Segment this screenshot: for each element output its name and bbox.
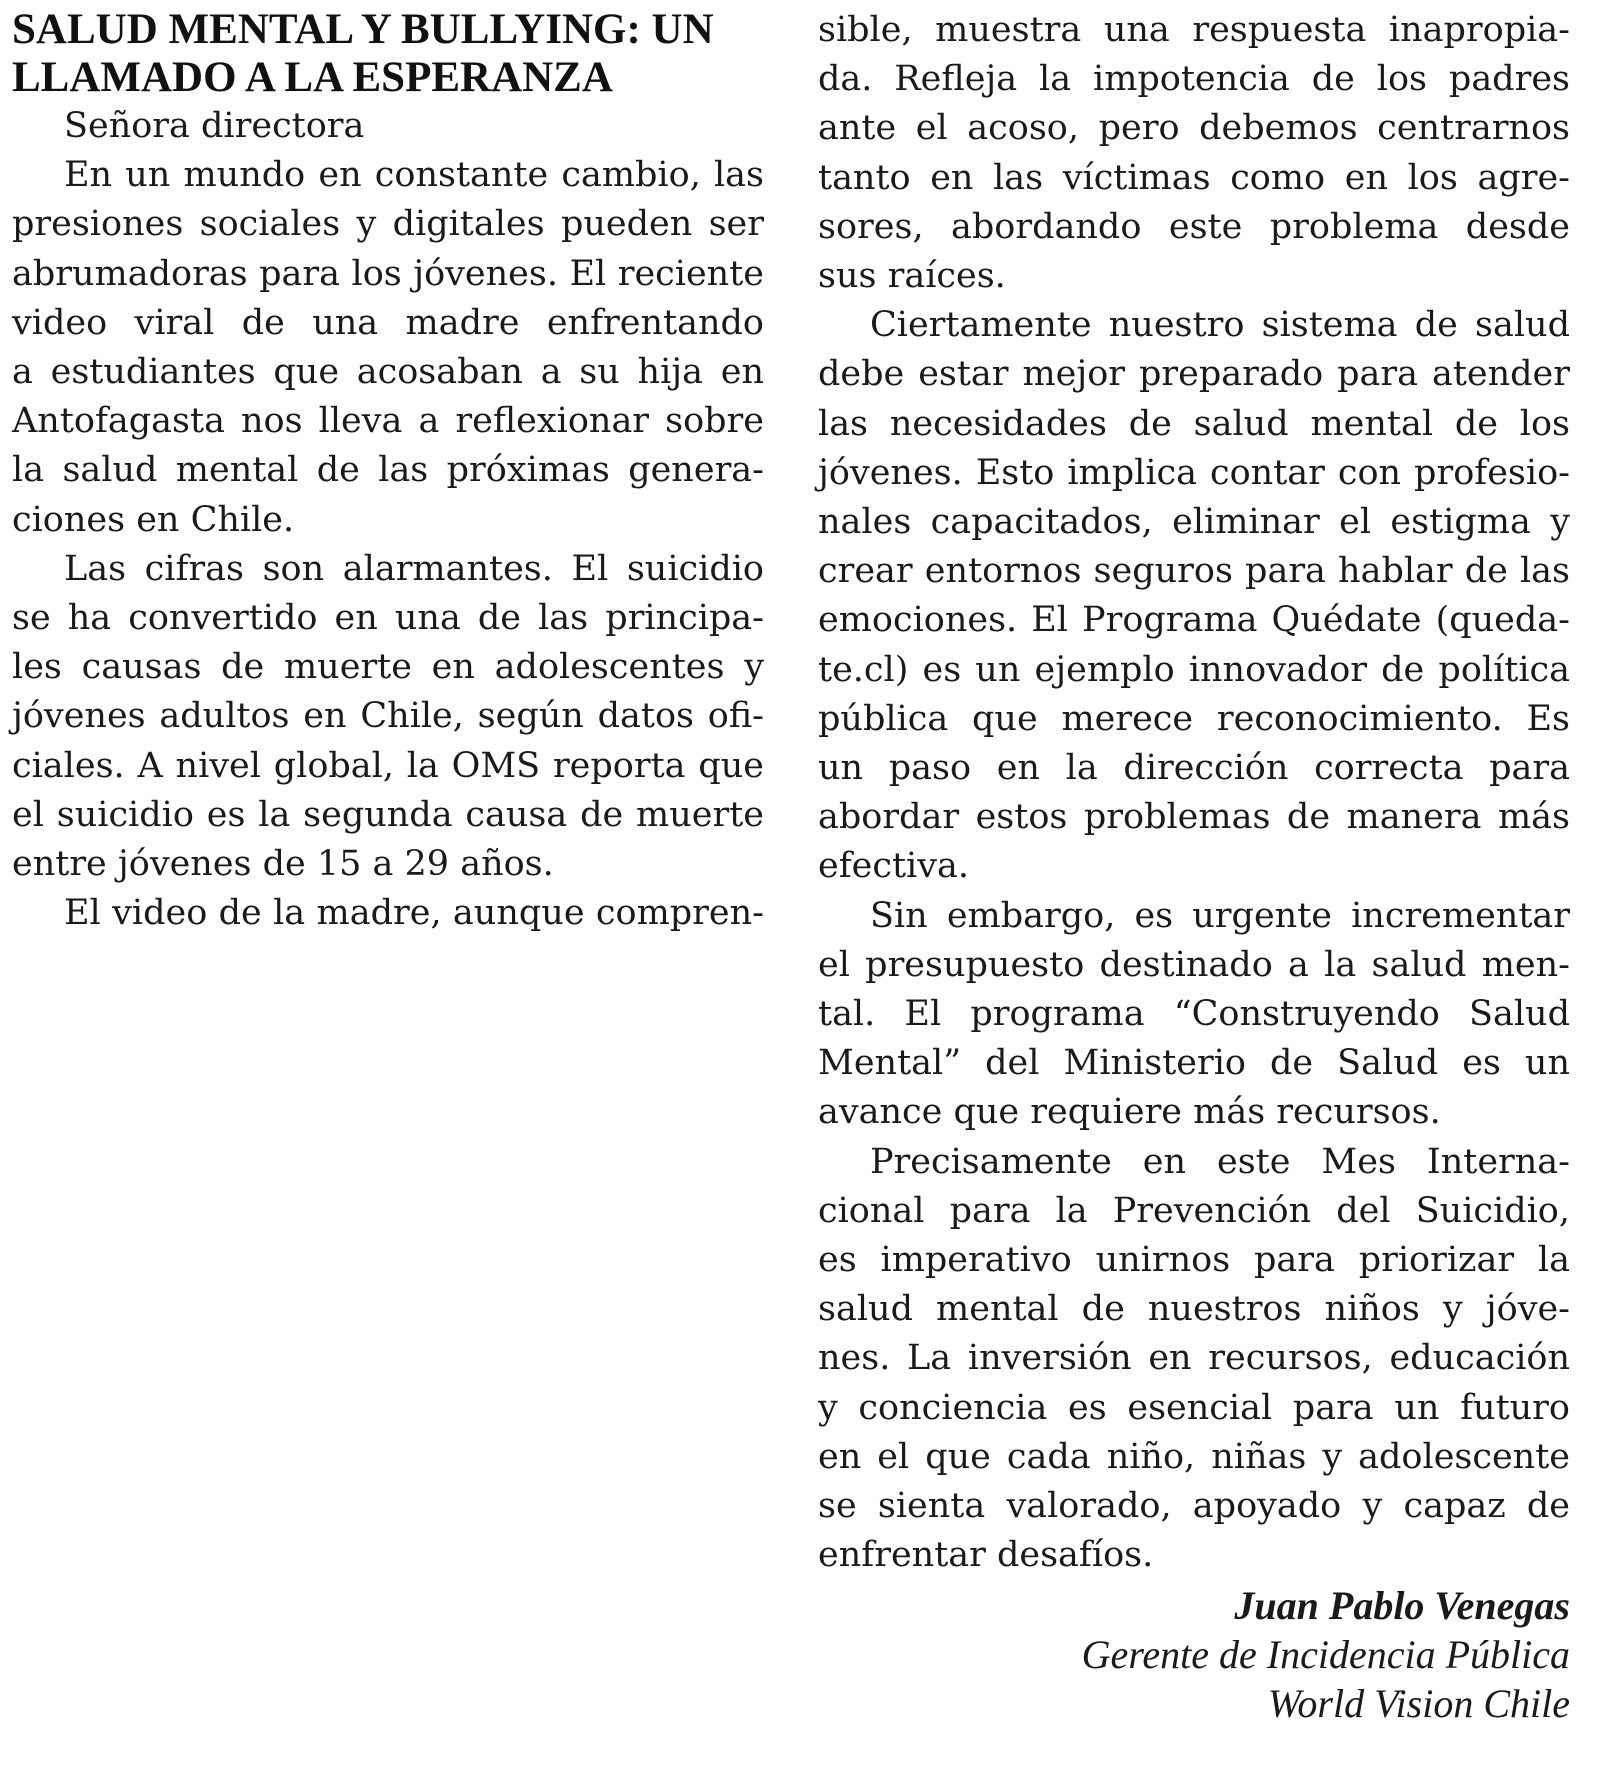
- body-paragraph: [818, 301, 1570, 891]
- paragraph-line: te.cl) es un ejemplo innovador de política: [818, 649, 1570, 690]
- paragraph-line: presiones sociales y digitales pueden ser: [12, 204, 764, 245]
- paragraph-line: jóvenes. Esto implica contar con profesio-: [818, 452, 1570, 493]
- paragraph-line: entre jóvenes de 15 a 29 años.: [12, 844, 554, 885]
- paragraph-line: crear entornos seguros para hablar de las: [818, 551, 1570, 592]
- paragraph-line: y conciencia es esencial para un futuro: [818, 1387, 1570, 1428]
- paragraph-line: ciones en Chile.: [12, 499, 295, 540]
- body-paragraph: [818, 892, 1570, 1138]
- signature-organization: World Vision Chile: [1267, 1680, 1570, 1726]
- paragraph-line: Sin embargo, es urgente incrementar: [870, 895, 1570, 936]
- right-column-body: [818, 6, 1570, 1581]
- paragraph-line: jóvenes adultos en Chile, según datos ofi-: [12, 696, 764, 737]
- paragraph-line: sus raíces.: [818, 256, 1006, 297]
- paragraph-line: tal. El programa “Construyendo Salud: [818, 994, 1570, 1035]
- body-paragraph: [12, 151, 764, 545]
- paragraph-line: efectiva.: [818, 846, 970, 887]
- headline-line: SALUD MENTAL Y BULLYING: UN: [12, 6, 714, 53]
- signature-name: Juan Pablo Venegas: [1234, 1582, 1570, 1628]
- salutation-text: Señora directora: [64, 106, 365, 146]
- paragraph-line: abordar estos problemas de manera más: [818, 797, 1570, 838]
- body-paragraph: [12, 545, 764, 889]
- right-column: [818, 6, 1570, 1728]
- paragraph-line: les causas de muerte en adolescentes y: [12, 647, 764, 688]
- paragraph-line: emociones. El Programa Quédate (queda-: [818, 600, 1570, 641]
- body-paragraph: [818, 1138, 1570, 1581]
- paragraph-line: Las cifras son alarmantes. El suicidio: [64, 548, 764, 589]
- salutation: [12, 102, 764, 151]
- paragraph-line: pública que merece reconocimiento. Es: [818, 698, 1570, 739]
- body-paragraph: [12, 889, 764, 938]
- paragraph-line: El video de la madre, aunque compren-: [64, 893, 764, 934]
- paragraph-line: se sienta valorado, apoyado y capaz de: [818, 1486, 1570, 1527]
- paragraph-line: Antofagasta nos lleva a reflexionar sobre: [12, 401, 764, 442]
- paragraph-line: tanto en las víctimas como en los agre-: [818, 157, 1570, 198]
- paragraph-line: abrumadoras para los jóvenes. El reciente: [12, 253, 764, 294]
- paragraph-line: Precisamente en este Mes Interna-: [870, 1141, 1570, 1182]
- paragraph-line: Mental” del Ministerio de Salud es un: [818, 1043, 1570, 1084]
- paragraph-line: enfrentar desafíos.: [818, 1535, 1154, 1576]
- paragraph-line: da. Refleja la impotencia de los padres: [818, 59, 1570, 100]
- left-column: [12, 6, 764, 938]
- paragraph-line: ante el acoso, pero debemos centrarnos: [818, 108, 1570, 149]
- paragraph-line: sible, muestra una respuesta inapropia-: [818, 10, 1570, 50]
- body-paragraph: [818, 6, 1570, 301]
- paragraph-line: es imperativo unirnos para priorizar la: [818, 1240, 1570, 1281]
- letter-headline: [12, 6, 764, 102]
- paragraph-line: se ha convertido en una de las principa-: [12, 598, 764, 639]
- paragraph-line: sores, abordando este problema desde: [818, 206, 1570, 247]
- paragraph-line: el suicidio es la segunda causa de muerte: [12, 794, 764, 835]
- paragraph-line: el presupuesto destinado a la salud men-: [818, 944, 1570, 985]
- left-column-body: [12, 151, 764, 938]
- paragraph-line: salud mental de nuestros niños y jóve-: [818, 1289, 1570, 1330]
- paragraph-line: nales capacitados, eliminar el estigma y: [818, 502, 1570, 543]
- paragraph-line: ciales. A nivel global, la OMS reporta que: [12, 745, 764, 786]
- paragraph-line: cional para la Prevención del Suicidio,: [818, 1190, 1570, 1231]
- paragraph-line: debe estar mejor preparado para atender: [818, 354, 1570, 395]
- paragraph-line: video viral de una madre enfrentando: [12, 302, 764, 343]
- signature-block: [818, 1581, 1570, 1728]
- paragraph-line: un paso en la dirección correcta para: [818, 748, 1570, 789]
- paragraph-line: las necesidades de salud mental de los: [818, 403, 1570, 444]
- headline-line: LLAMADO A LA ESPERANZA: [12, 54, 613, 101]
- paragraph-line: la salud mental de las próximas genera-: [12, 450, 764, 491]
- paragraph-line: Ciertamente nuestro sistema de salud: [870, 305, 1570, 346]
- signature-role: Gerente de Incidencia Pública: [1081, 1631, 1570, 1677]
- paragraph-line: En un mundo en constante cambio, las: [64, 155, 764, 196]
- paragraph-line: avance que requiere más recursos.: [818, 1092, 1441, 1133]
- paragraph-line: a estudiantes que acosaban a su hija en: [12, 352, 764, 393]
- paragraph-line: en el que cada niño, niñas y adolescente: [818, 1436, 1570, 1477]
- paragraph-line: nes. La inversión en recursos, educación: [818, 1338, 1570, 1379]
